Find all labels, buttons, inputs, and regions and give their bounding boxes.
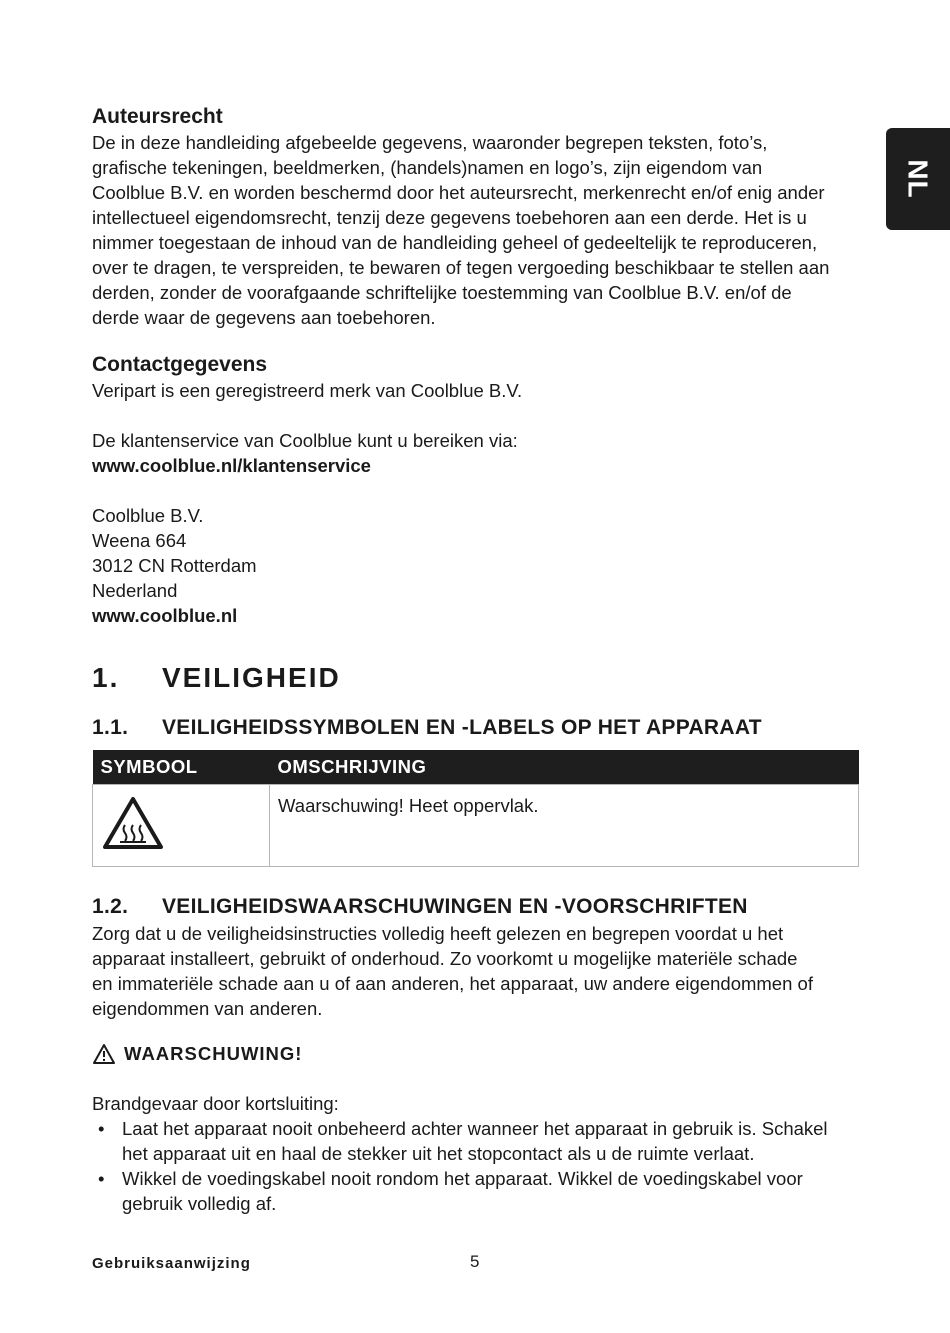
copyright-line: derde waar de gegevens aan toebehoren. <box>92 307 436 328</box>
list-item <box>92 1166 862 1216</box>
brand-line: Veripart is een geregistreerd merk van Coolblue B.V. <box>92 380 523 401</box>
subsection-heading-warnings <box>92 893 862 921</box>
copyright-line: nimmer toegestaan de inhoud van de handleiding geheel of gedeeltelijk te reproduceren, <box>92 232 818 253</box>
symbol-cell <box>93 785 270 867</box>
warnings-intro-line: en immateriële schade aan u of aan anderen, het apparaat, uw andere eigendommen of <box>92 973 813 994</box>
column-header-description: OMSCHRIJVING <box>270 750 859 785</box>
subsection-number: 1.2. <box>92 895 129 918</box>
copyright-line: derden, zonder de voorafgaande schriftelijke toestemming van Coolblue B.V. en/of de <box>92 282 792 303</box>
warnings-intro-line: eigendommen van anderen. <box>92 998 323 1019</box>
service-line: De klantenservice van Coolblue kunt u bereiken via: <box>92 430 518 451</box>
language-tab-label: NL <box>902 159 934 199</box>
list-item-line: Laat het apparaat nooit onbeheerd achter wanneer het apparaat in gebruik is. Schakel <box>122 1118 828 1139</box>
section-heading-safety <box>92 660 862 696</box>
country: Nederland <box>92 580 178 601</box>
bullet-marker: • <box>98 1118 105 1139</box>
warning-triangle-icon <box>92 1043 116 1065</box>
copyright-line: intellectueel eigendomsrecht, tenzij deze gegevens toebehoren aan een derde. Het is u <box>92 207 807 228</box>
subsection-heading-symbols <box>92 714 862 742</box>
symbol-table <box>92 750 859 867</box>
warning-subtitle: Brandgevaar door kortsluiting: <box>92 1093 339 1114</box>
list-item <box>92 1116 862 1166</box>
section-number: 1. <box>92 662 120 693</box>
section-title: VEILIGHEID <box>162 662 341 693</box>
bullet-marker: • <box>98 1168 105 1189</box>
page-content <box>92 104 862 1216</box>
page-footer <box>92 1252 862 1276</box>
language-tab <box>886 128 950 230</box>
list-item-line: Wikkel de voedingskabel nooit rondom het apparaat. Wikkel de voedingskabel voor <box>122 1168 803 1189</box>
subsection-title: VEILIGHEIDSWAARSCHUWINGEN EN -VOORSCHRIFTEN <box>162 895 748 918</box>
copyright-line: grafische tekeningen, beeldmerken, (handels)namen en logo’s, zijn eigendom van <box>92 157 763 178</box>
page-number: 5 <box>470 1252 480 1271</box>
contact-title: Contactgegevens <box>92 353 268 376</box>
list-item-line: gebruik volledig af. <box>122 1193 277 1214</box>
subsection-title: VEILIGHEIDSSYMBOLEN EN -LABELS OP HET APPARAAT <box>162 716 762 739</box>
copyright-line: Coolblue B.V. en worden beschermd door het auteursrecht, merkenrecht en/of enig ander <box>92 182 825 203</box>
warning-label: WAARSCHUWING! <box>124 1043 303 1064</box>
table-row <box>93 785 859 867</box>
table-header-row <box>93 750 859 785</box>
postal-address: 3012 CN Rotterdam <box>92 555 257 576</box>
column-header-symbol: SYMBOOL <box>93 750 270 785</box>
warnings-intro-line: apparaat installeert, gebruikt of onderhoud. Zo voorkomt u mogelijke materiële schade <box>92 948 798 969</box>
footer-label: Gebruiksaanwijzing <box>92 1255 251 1272</box>
list-item-line: het apparaat uit en haal de stekker uit het stopcontact als u de ruimte verlaat. <box>122 1143 755 1164</box>
copyright-section <box>92 104 862 330</box>
street-address: Weena 664 <box>92 530 187 551</box>
hot-surface-warning-icon <box>101 795 165 851</box>
warnings-intro-line: Zorg dat u de veiligheidsinstructies volledig heeft gelezen en begrepen voordat u het <box>92 923 784 944</box>
subsection-number: 1.1. <box>92 716 129 739</box>
service-url-link[interactable]: www.coolblue.nl/klantenservice <box>92 455 371 476</box>
company-name: Coolblue B.V. <box>92 505 204 526</box>
copyright-title: Auteursrecht <box>92 105 223 128</box>
copyright-line: over te dragen, te verspreiden, te bewaren of tegen vergoeding beschikbaar te stellen aan <box>92 257 830 278</box>
warning-heading <box>92 1043 862 1065</box>
copyright-line: De in deze handleiding afgebeelde gegevens, waaronder begrepen teksten, foto’s, <box>92 132 768 153</box>
website-link[interactable]: www.coolblue.nl <box>92 605 238 626</box>
contact-section <box>92 352 862 628</box>
description-cell: Waarschuwing! Heet oppervlak. <box>270 785 859 867</box>
warning-list <box>92 1116 862 1216</box>
